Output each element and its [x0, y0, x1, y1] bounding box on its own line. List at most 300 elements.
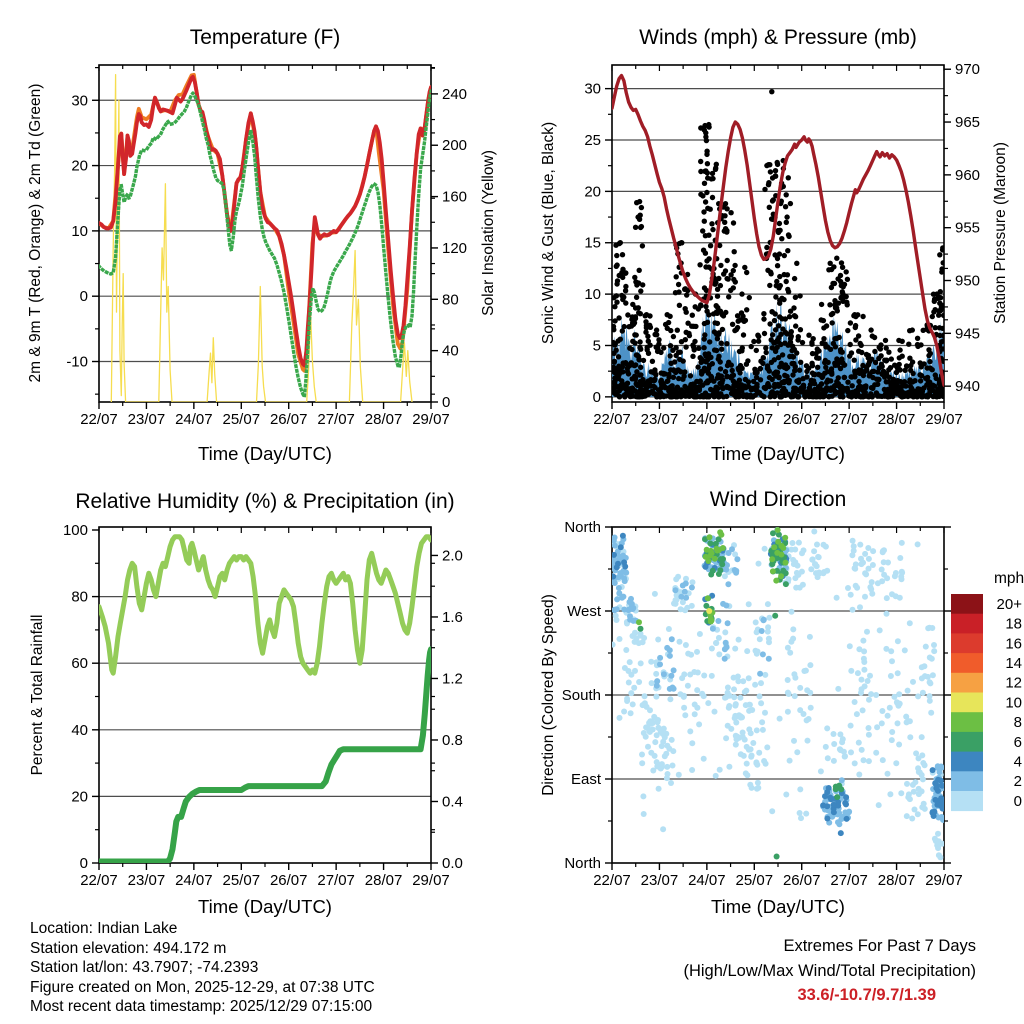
gust-dot [939, 304, 944, 309]
wind-direction-dot [938, 778, 944, 784]
wind-direction-dot [893, 593, 899, 599]
tick-label: 24/07 [175, 872, 213, 889]
tick-label: 120 [442, 239, 468, 257]
wind-direction-dot [807, 634, 813, 640]
tick-label: 60 [71, 655, 88, 673]
gust-dot [777, 274, 782, 279]
wind-direction-dot [859, 677, 865, 683]
gust-dot [628, 362, 633, 367]
wind-direction-dot [668, 780, 674, 786]
gust-dot [882, 358, 887, 363]
gust-dot [767, 384, 772, 389]
wind-direction-dot [778, 573, 784, 579]
wind-direction-dot [824, 816, 830, 822]
gust-dot [715, 294, 720, 299]
wind-direction-dot [757, 636, 763, 642]
gust-dot [690, 388, 695, 393]
gust-dot [688, 373, 693, 378]
gust-dot [654, 327, 659, 332]
gust-dot [744, 362, 749, 367]
wind-direction-dot [750, 740, 756, 746]
wind-direction-dot [733, 733, 739, 739]
gust-dot [681, 374, 686, 379]
speed-colorbar [951, 594, 1022, 811]
tick-label: 0 [79, 288, 88, 306]
tick-label: 5 [592, 337, 601, 355]
wind-direction-dot [831, 809, 837, 815]
wind-direction-dot [731, 686, 737, 692]
series-total-precipitation [99, 649, 431, 861]
winds-x-axis-title: Time (Day/UTC) [711, 443, 845, 464]
gust-dot [629, 389, 634, 394]
gust-dot [616, 338, 621, 343]
wind-direction-dot [630, 606, 636, 612]
gust-dot [830, 281, 835, 286]
gust-dot [815, 365, 820, 370]
wind-direction-dot [811, 548, 817, 554]
wind-direction-dot [848, 749, 854, 755]
gust-dot [623, 288, 628, 293]
wind-direction-dot [857, 604, 863, 610]
wind-direction-dot [740, 678, 746, 684]
wind-direction-dot [638, 626, 644, 632]
wind-direction-dot [733, 742, 739, 748]
wind-direction-dot [916, 755, 922, 761]
gust-dot [613, 389, 618, 394]
wind-direction-dot [689, 740, 695, 746]
gust-dot [883, 338, 888, 343]
gust-dot [838, 295, 843, 300]
gust-dot [652, 367, 657, 372]
gust-dot [890, 381, 895, 386]
tick-label: 25/07 [222, 411, 261, 428]
gust-dot [648, 383, 653, 388]
gust-dot [703, 304, 708, 309]
gust-dot [878, 342, 883, 347]
wind-direction-dot [790, 540, 796, 546]
wind-direction-dot [891, 694, 897, 700]
wind-direction-dot [755, 780, 761, 786]
wind-direction-dot [935, 763, 941, 769]
gust-dot [618, 240, 623, 245]
gust-dot [791, 305, 796, 310]
wind-direction-dot [681, 705, 687, 711]
gust-dot [629, 323, 634, 328]
gust-dot [748, 393, 753, 398]
wind-direction-dot [838, 830, 844, 836]
tick-label: 25/07 [222, 872, 261, 889]
wind-direction-dot [869, 591, 875, 597]
wind-direction-dot [933, 785, 939, 791]
gust-dot [708, 355, 713, 360]
wind-direction-dot [902, 647, 908, 653]
wind-direction-dot [761, 617, 767, 623]
gust-dot [777, 251, 782, 256]
wind-direction-dot [800, 582, 806, 588]
gust-dot [702, 219, 707, 224]
gust-dot [770, 377, 775, 382]
wind-direction-dot [773, 578, 779, 584]
wind-direction-dot [753, 760, 759, 766]
wind-direction-chart-title: Wind Direction [709, 488, 847, 511]
wind-direction-dot [931, 642, 937, 648]
tick-label: 0.0 [442, 855, 463, 872]
wind-direction-dot [848, 592, 854, 598]
wind-direction-dot [801, 547, 807, 553]
wind-direction-dot [804, 717, 810, 723]
gust-dot [708, 207, 713, 212]
gust-dot [856, 333, 861, 338]
gust-dot [663, 322, 668, 327]
gust-dot [754, 348, 759, 353]
gust-dot [856, 367, 861, 372]
gust-dot [620, 328, 625, 333]
gust-dot [620, 252, 625, 257]
wind-direction-dot [940, 817, 946, 823]
wind-direction-dot [703, 554, 709, 560]
gust-dot [872, 349, 877, 354]
wind-direction-dot [647, 729, 653, 735]
wind-direction-dot [862, 594, 868, 600]
gust-dot [625, 381, 630, 386]
wind-direction-dot [899, 540, 905, 546]
gust-dot [698, 159, 703, 164]
gust-dot [897, 355, 902, 360]
wind-direction-dot [640, 793, 646, 799]
wind-direction-dot [923, 644, 929, 650]
gust-dot [888, 365, 893, 370]
wind-direction-dot [868, 691, 874, 697]
gust-dot [821, 390, 826, 395]
wind-direction-dot [685, 683, 691, 689]
wind-direction-dot [716, 635, 722, 641]
wind-direction-dot [860, 638, 866, 644]
wind-direction-dot [854, 711, 860, 717]
wind-direction-dot [612, 607, 618, 613]
gust-dot [907, 356, 912, 361]
tick-label: 22/07 [80, 872, 118, 889]
gust-dot [723, 310, 728, 315]
wind-direction-dot [722, 573, 728, 579]
wind-direction-dot [754, 727, 760, 733]
gust-dot [772, 318, 777, 323]
wind-direction-dot [932, 797, 938, 803]
solar-insolation-axis-title: Solar Insolation (Yellow) [480, 150, 497, 316]
wind-direction-dot [649, 680, 655, 686]
gust-dot [907, 377, 912, 382]
wind-direction-dot [785, 677, 791, 683]
wind-direction-dot [754, 786, 760, 792]
figure-created: Figure created on Mon, 2025-12-29, at 07:38 UTC [30, 978, 375, 996]
gust-dot [751, 339, 756, 344]
wind-direction-dot [859, 747, 865, 753]
wind-direction-dot [760, 727, 766, 733]
gust-dot [797, 368, 802, 373]
wind-direction-dot [691, 669, 697, 675]
wind-direction-dot [929, 625, 935, 631]
gust-dot [792, 313, 797, 318]
wind-direction-dot [835, 819, 841, 825]
gust-dot [796, 334, 801, 339]
tick-label: 2 [1013, 773, 1022, 791]
gust-dot [744, 307, 749, 312]
wind-direction-dot [808, 705, 814, 711]
gust-dot [719, 341, 724, 346]
gust-dot [827, 302, 832, 307]
tick-label: 100 [62, 521, 88, 539]
wind-direction-dot [861, 757, 867, 763]
gust-dot [618, 383, 623, 388]
wind-direction-dot [876, 802, 882, 808]
wind-direction-dot [884, 595, 890, 601]
gust-dot [782, 253, 787, 258]
gust-dot [713, 165, 718, 170]
gust-dot [842, 282, 847, 287]
wind-direction-dot [732, 567, 738, 573]
gust-dot [828, 378, 833, 383]
gust-dot [930, 367, 935, 372]
wind-direction-dot [859, 686, 865, 692]
colorbar-cell [951, 771, 983, 791]
wind-direction-dot [856, 772, 862, 778]
wind-direction-dot [887, 705, 893, 711]
wind-direction-dot [879, 720, 885, 726]
gust-dot [848, 342, 853, 347]
wind-direction-dot [831, 758, 837, 764]
wind-direction-dot [771, 544, 777, 550]
gust-dot [720, 386, 725, 391]
gust-dot [777, 228, 782, 233]
gust-dot [866, 362, 871, 367]
gust-dot [844, 269, 849, 274]
wind-direction-dot [643, 734, 649, 740]
wind-direction-dot [774, 854, 780, 860]
gust-dot [809, 340, 814, 345]
wind-direction-dot [772, 613, 778, 619]
gust-dot [761, 311, 766, 316]
wind-direction-dot [785, 709, 791, 715]
wind-direction-dot [630, 701, 636, 707]
wind-direction-dot [714, 546, 720, 552]
tick-label: 950 [955, 272, 981, 290]
gust-dot [612, 368, 617, 373]
tick-label: 40 [442, 342, 459, 360]
tick-label: North [564, 519, 601, 536]
wind-direction-dot [898, 790, 904, 796]
wind-direction-dot [927, 655, 933, 661]
wind-direction-dot [927, 693, 933, 699]
gust-dot [907, 389, 912, 394]
wind-direction-dot [757, 693, 763, 699]
wind-direction-dot [725, 581, 731, 587]
gust-dot [758, 359, 763, 364]
gust-dot [697, 262, 702, 267]
gust-dot [724, 206, 729, 211]
wind-direction-dot [862, 551, 868, 557]
wind-direction-dot [791, 561, 797, 567]
wind-direction-dot [889, 658, 895, 664]
gust-dot [896, 366, 901, 371]
gust-dot [821, 336, 826, 341]
wind-direction-dot [927, 679, 933, 685]
gust-dot [637, 339, 642, 344]
series-2m-dewpoint [99, 91, 431, 397]
gust-dot [710, 227, 715, 232]
wind-direction-dot [692, 711, 698, 717]
wind-direction-dot [870, 562, 876, 568]
extremes-title: Extremes For Past 7 Days [783, 937, 976, 955]
gust-dot [842, 375, 847, 380]
wind-direction-dot [831, 731, 837, 737]
extremes-values: 33.6/-10.7/9.7/1.39 [797, 986, 936, 1004]
gust-dot [757, 390, 762, 395]
gust-dot [655, 393, 660, 398]
tick-label: 29/07 [925, 872, 963, 889]
gust-dot [700, 193, 705, 198]
wind-direction-dot [715, 618, 721, 624]
tick-label: 29/07 [412, 411, 450, 428]
gust-dot [923, 376, 928, 381]
gust-dot [766, 180, 771, 185]
gust-dot [864, 368, 869, 373]
gust-dot [683, 286, 688, 291]
gust-dot [695, 364, 700, 369]
gust-dot [644, 325, 649, 330]
wind-direction-dot [652, 739, 658, 745]
wind-direction-dot [723, 735, 729, 741]
gust-dot [830, 320, 835, 325]
gust-dot [719, 380, 724, 385]
wind-direction-dot [708, 618, 714, 624]
wind-direction-dot [814, 563, 820, 569]
wind-direction-dot [726, 705, 732, 711]
gust-dot [809, 378, 814, 383]
wind-direction-dot [621, 709, 627, 715]
gust-dot [650, 389, 655, 394]
gust-dot [617, 394, 622, 399]
wind-direction-dot [655, 637, 661, 643]
wind-direction-dot [788, 547, 794, 553]
temperature-left-axis-title: 2m & 9m T (Red, Orange) & 2m Td (Green) [27, 83, 44, 383]
wind-direction-dot [840, 736, 846, 742]
colorbar-cell [951, 653, 983, 673]
wind-direction-dot [850, 538, 856, 544]
gust-dot [749, 386, 754, 391]
wind-direction-dot [769, 556, 775, 562]
gust-dot [779, 236, 784, 241]
wind-direction-dot [654, 759, 660, 765]
wind-direction-dot [844, 816, 850, 822]
wind-direction-dot [842, 809, 848, 815]
wind-direction-dot [831, 802, 837, 808]
colorbar-cell [951, 712, 983, 732]
wind-direction-dot [889, 737, 895, 743]
gust-dot [703, 264, 708, 269]
tick-label: 940 [955, 378, 981, 396]
wind-direction-dot [722, 629, 728, 635]
wind-direction-dot [865, 545, 871, 551]
wind-direction-dot [657, 655, 663, 661]
wind-direction-dot [877, 627, 883, 633]
gust-dot [616, 315, 621, 320]
gust-dot [777, 314, 782, 319]
wind-direction-dot [756, 561, 762, 567]
gust-dot [677, 303, 682, 308]
gust-dot [870, 369, 875, 374]
gust-dot [775, 338, 780, 343]
tick-label: 25/07 [735, 411, 774, 428]
wind-direction-dot [719, 561, 725, 567]
gust-dot [782, 373, 787, 378]
gust-dot [732, 263, 737, 268]
gust-dot [937, 325, 942, 330]
tick-label: 23/07 [127, 411, 166, 428]
wind-direction-dot [896, 742, 902, 748]
gust-dot [930, 383, 935, 388]
wind-direction-dot [907, 734, 913, 740]
gust-dot [644, 312, 649, 317]
tick-label: 14 [1005, 654, 1022, 672]
wind-direction-dot [783, 560, 789, 566]
wind-direction-dot [931, 809, 937, 815]
wind-direction-dot [676, 772, 682, 778]
wind-direction-dot [843, 801, 849, 807]
tick-label: 0 [442, 394, 451, 411]
gust-dot [936, 313, 941, 318]
wind-direction-dot [915, 541, 921, 547]
gust-dot [839, 260, 844, 265]
gust-dot [777, 221, 782, 226]
gust-dot [738, 393, 743, 398]
gust-dot [768, 270, 773, 275]
wind-direction-dot [895, 638, 901, 644]
gust-dot [939, 269, 944, 274]
tick-label: 0 [592, 388, 601, 406]
humidity-precip-chart-axes [63, 522, 463, 889]
gust-dot [777, 301, 782, 306]
wind-direction-dot [758, 700, 764, 706]
wind-direction-dot [783, 792, 789, 798]
gust-dot [826, 360, 831, 365]
wind-direction-dot [852, 760, 858, 766]
gust-dot [834, 383, 839, 388]
gust-dot [744, 394, 749, 399]
wind-direction-dot [718, 556, 724, 562]
gust-dot [652, 378, 657, 383]
wind-direction-dot [667, 647, 673, 653]
wind-direction-dot [743, 770, 749, 776]
gust-dot [678, 369, 683, 374]
gust-dot [838, 349, 843, 354]
wind-direction-dot [648, 721, 654, 727]
gust-dot [708, 374, 713, 379]
wind-direction-dot [627, 659, 633, 665]
gust-dot [775, 382, 780, 387]
tick-label: 80 [71, 588, 88, 606]
temperature-series [99, 75, 431, 402]
gust-dot [701, 345, 706, 350]
wind-direction-dot [907, 718, 913, 724]
tick-label: 40 [71, 721, 88, 739]
wind-direction-dot [732, 715, 738, 721]
gust-dot [677, 357, 682, 362]
wind-direction-dot [787, 758, 793, 764]
wind-direction-dot [669, 737, 675, 743]
gust-dot [744, 270, 749, 275]
gust-dot [713, 388, 718, 393]
humidity-precip-series [99, 537, 431, 862]
tick-label: 1.6 [442, 608, 463, 626]
